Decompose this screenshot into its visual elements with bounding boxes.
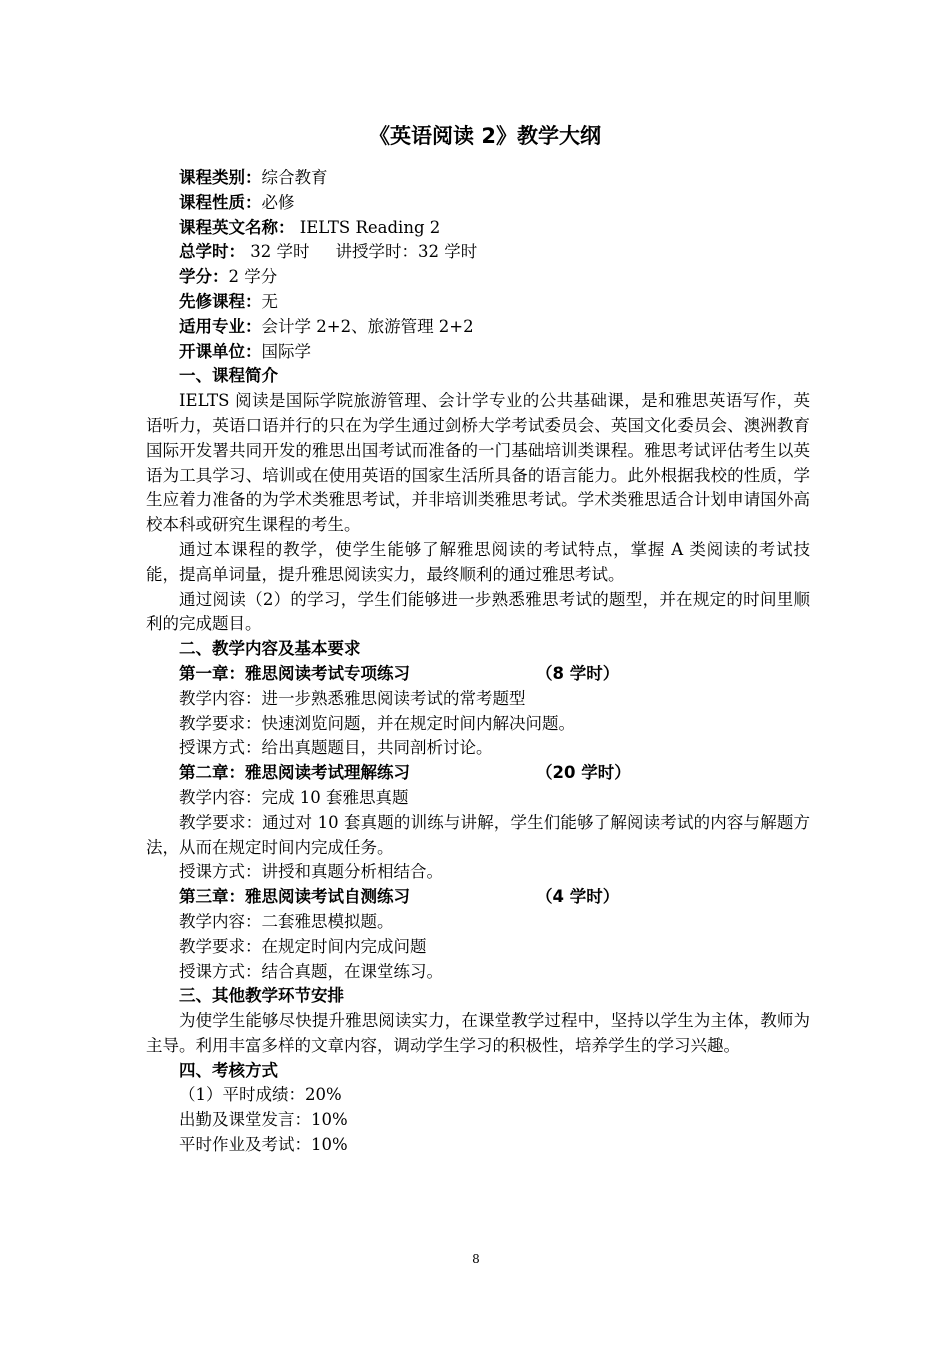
document-title: 《英语阅读 2》教学大纲: [369, 124, 601, 148]
majors-row: [146, 315, 810, 340]
chapter-3-heading: [146, 885, 810, 910]
course-nature-value: 必修: [261, 192, 295, 212]
prerequisite-label: 先修课程：: [179, 291, 262, 311]
chapter-2-heading: [146, 761, 810, 786]
chapter-3-hours: （4 学时）: [536, 887, 620, 907]
total-hours-row: [146, 240, 810, 265]
chapter-2-requirement: 教学要求：通过对 10 套真题的训练与讲解，学生们能够了解阅读考试的内容与解题方法，从而在规定时间内完成任务。: [146, 812, 810, 857]
unit-row: [146, 340, 810, 365]
course-nature-label: 课程性质：: [179, 192, 262, 212]
section-heading-other: 三、其他教学环节安排: [179, 986, 344, 1006]
prerequisite-value: 无: [261, 291, 278, 311]
section-heading-intro: 一、课程简介: [179, 366, 278, 386]
chapter-3-requirement: 教学要求：在规定时间内完成问题: [179, 936, 427, 956]
section-heading-content: 二、教学内容及基本要求: [179, 639, 361, 659]
chapter-3-method: 授课方式：结合真题，在课堂练习。: [179, 961, 443, 981]
section-heading-assessment: 四、考核方式: [179, 1060, 278, 1080]
majors-label: 适用专业：: [179, 316, 262, 336]
assessment-line-3: 平时作业及考试：10%: [179, 1135, 348, 1155]
course-category-row: [146, 166, 810, 191]
lecture-hours-value: 讲授学时：32 学时: [335, 242, 478, 262]
chapter-1-requirement: 教学要求：快速浏览问题，并在规定时间内解决问题。: [179, 713, 575, 733]
prerequisite-row: [146, 290, 810, 315]
chapter-2-method: 授课方式：讲授和真题分析相结合。: [179, 862, 443, 882]
credits-row: [146, 265, 810, 290]
other-paragraph: 为使学生能够尽快提升雅思阅读实力，在课堂教学过程中，坚持以学生为主体，教师为主导。利用丰富多样的文章内容，调动学生学习的积极性，培养学生的学习兴趣。: [146, 1011, 810, 1055]
course-english-name-label: 课程英文名称：: [179, 217, 295, 237]
chapter-2-content: 教学内容：完成 10 套雅思真题: [179, 787, 409, 807]
majors-value: 会计学 2+2、旅游管理 2+2: [261, 316, 474, 336]
course-category-label: 课程类别：: [179, 168, 262, 187]
total-hours-value: 32 学时: [245, 242, 310, 262]
intro-paragraph-1: IELTS 阅读是国际学院旅游管理、会计学专业的公共基础课，是和雅思英语写作，英语听力，英语口语并行的只在为学生通过剑桥大学考试委员会、英国文化委员会、澳洲教育国际开发署共同开发的雅思出国考试而准备的一门基础培训类课程。雅思考试评估考生以英语为工具学习、培训或在使用英语的国家生活所具备的语言能力。此外根据我校的性质，学生应着力准备的为学术类雅思考试，并非培训类雅思考试。学术类雅思适合计划申请国外高校本科或研究生课程的考生。: [146, 391, 810, 535]
chapter-1-content: 教学内容：进一步熟悉雅思阅读考试的常考题型: [179, 688, 526, 708]
course-english-name-value: IELTS Reading 2: [294, 217, 441, 237]
chapter-2-title: 第二章：雅思阅读考试理解练习: [179, 763, 410, 783]
page-number: 8: [472, 1252, 480, 1266]
assessment-line-1: （1）平时成绩：20%: [179, 1085, 342, 1105]
document-body: [146, 122, 810, 1158]
unit-value: 国际学: [261, 341, 311, 361]
course-category-value: 综合教育: [261, 168, 328, 187]
chapter-1-heading: [146, 662, 810, 687]
credits-label: 学分：: [179, 267, 229, 287]
total-hours-label: 总学时：: [179, 242, 245, 262]
chapter-3-title: 第三章：雅思阅读考试自测练习: [179, 887, 410, 907]
chapter-1-hours: （8 学时）: [536, 663, 620, 683]
chapter-3-content: 教学内容：二套雅思模拟题。: [179, 911, 394, 931]
course-english-name-row: [146, 216, 810, 241]
course-nature-row: [146, 191, 810, 216]
intro-paragraph-3: 通过阅读（2）的学习，学生们能够进一步熟悉雅思考试的题型，并在规定的时间里顺利的完成题目。: [146, 589, 810, 634]
chapter-2-hours: （20 学时）: [536, 763, 631, 783]
credits-value: 2 学分: [228, 267, 278, 287]
unit-label: 开课单位：: [179, 341, 262, 361]
chapter-1-title: 第一章：雅思阅读考试专项练习: [179, 663, 410, 683]
assessment-line-2: 出勤及课堂发言：10%: [179, 1110, 348, 1130]
chapter-1-method: 授课方式：给出真题题目，共同剖析讨论。: [179, 738, 493, 758]
intro-paragraph-2: 通过本课程的教学，使学生能够了解雅思阅读的考试特点，掌握 A 类阅读的考试技能，提高单词量，提升雅思阅读实力，最终顺利的通过雅思考试。: [146, 539, 810, 584]
